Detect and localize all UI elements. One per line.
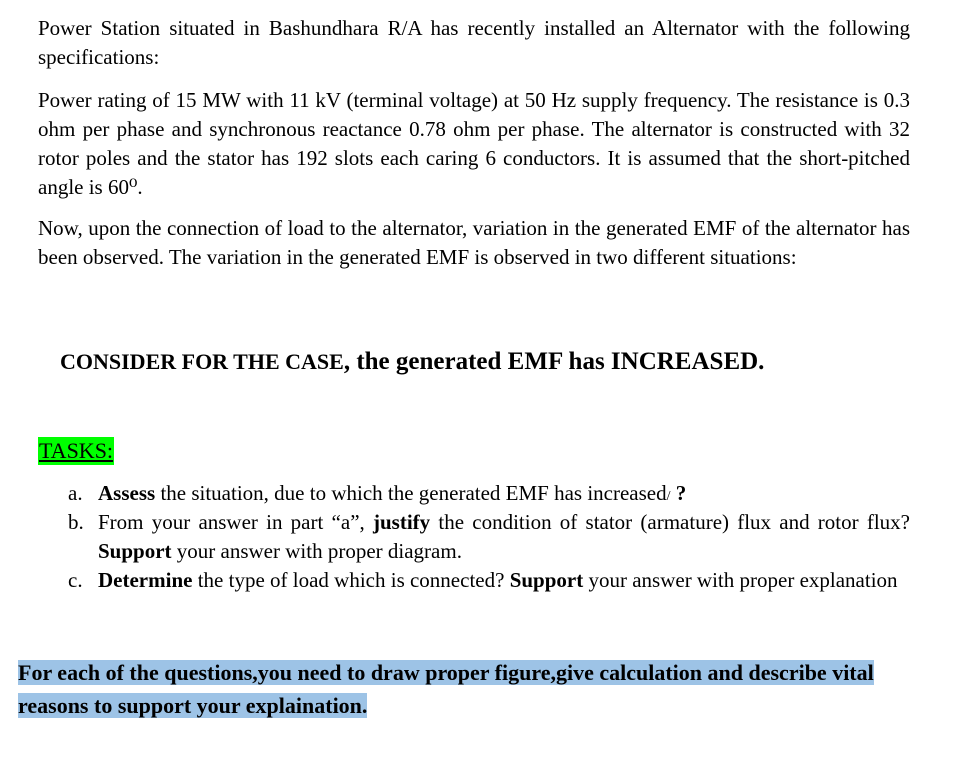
task-letter: a.	[68, 481, 83, 505]
task-text-segment: your answer with proper diagram.	[171, 539, 462, 563]
task-verb: Support	[509, 568, 584, 592]
task-text-segment: the condition of stator (armature) flux and rotor flux?	[430, 510, 910, 534]
task-verb: Support	[98, 539, 172, 563]
task-text-segment: the situation, due to which the generated EMF has increased	[155, 481, 667, 505]
footer-note-line: For each of the questions,you need to draw proper figure,give calculation and describe vital	[18, 660, 874, 685]
task-text-segment: your answer with proper explanation	[583, 568, 898, 592]
observation-paragraph: Now, upon the connection of load to the alternator, variation in the generated EMF of the alternator has been observed. The variation in the generated EMF is observed in two different situations:	[38, 216, 910, 269]
task-item-b	[68, 508, 910, 566]
question-mark: ?	[670, 481, 687, 505]
task-verb: Determine	[98, 568, 193, 592]
case-heading-rest: , the generated EMF has INCREASED.	[343, 348, 765, 375]
task-verb: justify	[373, 510, 431, 534]
case-heading	[60, 348, 764, 376]
footer-note-line: reasons to support your explaination.	[18, 693, 368, 718]
task-text-segment: the type of load which is connected?	[192, 568, 510, 592]
case-heading-lead: CONSIDER FOR THE CASE	[60, 349, 344, 374]
task-verb: Assess	[98, 481, 156, 505]
task-text	[98, 508, 910, 566]
footer-note	[18, 656, 956, 722]
task-text-segment: From your answer in part “a”,	[98, 510, 373, 534]
stray-mark: /	[666, 489, 671, 504]
specifications-paragraph: Power rating of 15 MW with 11 kV (terminal voltage) at 50 Hz supply frequency. The resistance is 0.3 ohm per phase and synchronous reactance 0.78 ohm per phase. The alternator is constructed with 32 rotor poles and the stator has 192 slots each caring 6 conductors. It is assumed that the short-pitched angle is 60⁰.	[38, 88, 910, 199]
task-text	[98, 566, 910, 595]
intro-paragraph: Power Station situated in Bashundhara R/A has recently installed an Alternator with the following specifications:	[38, 16, 910, 69]
task-letter: b.	[68, 510, 84, 534]
task-item-a	[68, 479, 910, 511]
tasks-heading: TASKS:	[39, 438, 114, 463]
task-letter: c.	[68, 568, 83, 592]
task-item-c	[68, 566, 910, 595]
task-text	[98, 479, 910, 511]
